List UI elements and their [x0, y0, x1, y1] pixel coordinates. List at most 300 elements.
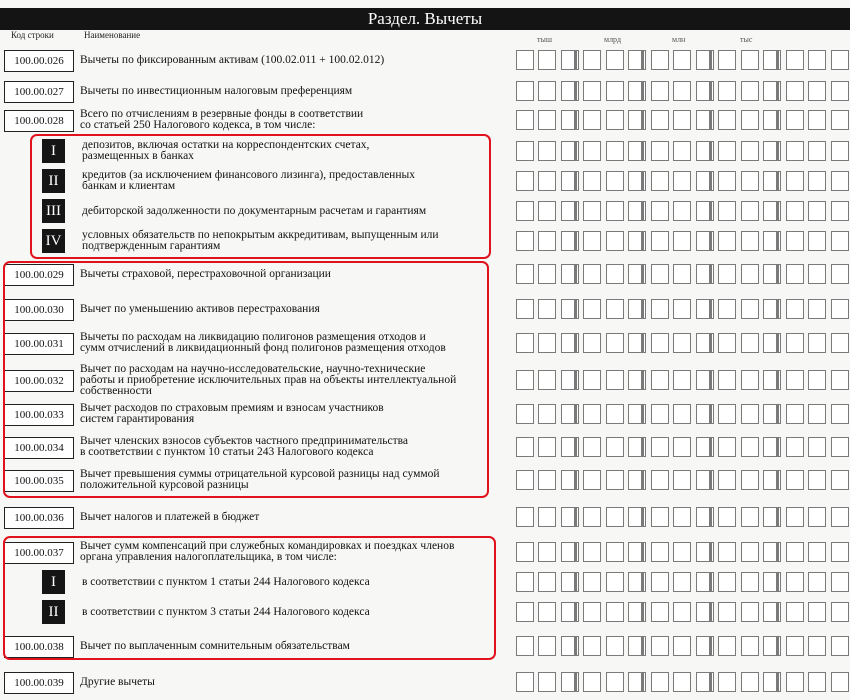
amount-digit-cell[interactable] — [651, 672, 669, 692]
amount-digit-cell[interactable] — [831, 333, 849, 353]
amount-digit-cell[interactable] — [606, 299, 624, 319]
amount-digit-cell[interactable] — [628, 672, 646, 692]
amount-digit-cell[interactable] — [696, 572, 714, 592]
amount-digit-cell[interactable] — [516, 171, 534, 191]
amount-digit-cell[interactable] — [808, 201, 826, 221]
amount-digit-cell[interactable] — [538, 470, 556, 490]
amount-digit-cell[interactable] — [673, 171, 691, 191]
amount-digit-cell[interactable] — [718, 231, 736, 251]
amount-digit-cell[interactable] — [516, 572, 534, 592]
amount-digit-cell[interactable] — [673, 542, 691, 562]
amount-digit-cell[interactable] — [606, 672, 624, 692]
amount-digit-cell[interactable] — [651, 50, 669, 70]
amount-digit-cell[interactable] — [718, 437, 736, 457]
amount-digit-cell[interactable] — [606, 81, 624, 101]
amount-digit-cell[interactable] — [696, 231, 714, 251]
amount-digit-cell[interactable] — [561, 231, 579, 251]
amount-digit-cell[interactable] — [696, 370, 714, 390]
amount-digit-cell[interactable] — [561, 507, 579, 527]
amount-digit-cell[interactable] — [718, 370, 736, 390]
amount-digit-cell[interactable] — [718, 470, 736, 490]
amount-digit-cell[interactable] — [763, 636, 781, 656]
amount-digit-cell[interactable] — [786, 572, 804, 592]
amount-digit-cell[interactable] — [516, 110, 534, 130]
amount-digit-cell[interactable] — [516, 602, 534, 622]
amount-digit-cell[interactable] — [741, 404, 759, 424]
amount-digit-cell[interactable] — [831, 299, 849, 319]
amount-digit-cell[interactable] — [538, 333, 556, 353]
amount-digit-cell[interactable] — [628, 201, 646, 221]
amount-digit-cell[interactable] — [561, 333, 579, 353]
amount-digit-cell[interactable] — [516, 50, 534, 70]
amount-digit-cell[interactable] — [673, 507, 691, 527]
amount-digit-cell[interactable] — [561, 404, 579, 424]
amount-digit-cell[interactable] — [786, 370, 804, 390]
amount-digit-cell[interactable] — [786, 437, 804, 457]
amount-digit-cell[interactable] — [741, 370, 759, 390]
amount-digit-cell[interactable] — [831, 81, 849, 101]
amount-digit-cell[interactable] — [606, 50, 624, 70]
amount-digit-cell[interactable] — [673, 231, 691, 251]
amount-digit-cell[interactable] — [831, 110, 849, 130]
amount-digit-cell[interactable] — [696, 201, 714, 221]
amount-digit-cell[interactable] — [786, 602, 804, 622]
amount-digit-cell[interactable] — [651, 507, 669, 527]
amount-digit-cell[interactable] — [628, 437, 646, 457]
amount-digit-cell[interactable] — [516, 264, 534, 284]
amount-digit-cell[interactable] — [718, 572, 736, 592]
amount-digit-cell[interactable] — [696, 507, 714, 527]
amount-digit-cell[interactable] — [538, 50, 556, 70]
amount-digit-cell[interactable] — [763, 81, 781, 101]
amount-digit-cell[interactable] — [538, 201, 556, 221]
amount-digit-cell[interactable] — [583, 572, 601, 592]
amount-digit-cell[interactable] — [538, 141, 556, 161]
amount-digit-cell[interactable] — [831, 470, 849, 490]
amount-digit-cell[interactable] — [786, 231, 804, 251]
amount-digit-cell[interactable] — [628, 110, 646, 130]
amount-digit-cell[interactable] — [561, 201, 579, 221]
amount-digit-cell[interactable] — [786, 264, 804, 284]
amount-digit-cell[interactable] — [673, 110, 691, 130]
amount-digit-cell[interactable] — [831, 572, 849, 592]
amount-digit-cell[interactable] — [808, 370, 826, 390]
amount-digit-cell[interactable] — [808, 81, 826, 101]
amount-digit-cell[interactable] — [583, 201, 601, 221]
amount-digit-cell[interactable] — [538, 636, 556, 656]
amount-digit-cell[interactable] — [808, 264, 826, 284]
amount-digit-cell[interactable] — [808, 572, 826, 592]
amount-digit-cell[interactable] — [583, 542, 601, 562]
amount-digit-cell[interactable] — [808, 141, 826, 161]
amount-digit-cell[interactable] — [673, 141, 691, 161]
amount-digit-cell[interactable] — [606, 507, 624, 527]
amount-digit-cell[interactable] — [538, 171, 556, 191]
amount-digit-cell[interactable] — [538, 264, 556, 284]
amount-digit-cell[interactable] — [583, 404, 601, 424]
amount-digit-cell[interactable] — [673, 201, 691, 221]
amount-digit-cell[interactable] — [651, 404, 669, 424]
amount-digit-cell[interactable] — [606, 437, 624, 457]
amount-digit-cell[interactable] — [763, 572, 781, 592]
amount-digit-cell[interactable] — [583, 299, 601, 319]
amount-digit-cell[interactable] — [696, 110, 714, 130]
amount-digit-cell[interactable] — [583, 672, 601, 692]
amount-digit-cell[interactable] — [606, 333, 624, 353]
amount-digit-cell[interactable] — [606, 231, 624, 251]
amount-digit-cell[interactable] — [561, 81, 579, 101]
amount-digit-cell[interactable] — [718, 672, 736, 692]
amount-digit-cell[interactable] — [606, 141, 624, 161]
amount-digit-cell[interactable] — [763, 437, 781, 457]
amount-digit-cell[interactable] — [516, 542, 534, 562]
amount-digit-cell[interactable] — [673, 404, 691, 424]
amount-digit-cell[interactable] — [651, 572, 669, 592]
amount-digit-cell[interactable] — [741, 81, 759, 101]
amount-digit-cell[interactable] — [538, 404, 556, 424]
amount-digit-cell[interactable] — [583, 81, 601, 101]
amount-digit-cell[interactable] — [561, 672, 579, 692]
amount-digit-cell[interactable] — [831, 636, 849, 656]
amount-digit-cell[interactable] — [628, 470, 646, 490]
amount-digit-cell[interactable] — [718, 299, 736, 319]
amount-digit-cell[interactable] — [673, 602, 691, 622]
amount-digit-cell[interactable] — [786, 110, 804, 130]
amount-digit-cell[interactable] — [673, 50, 691, 70]
amount-digit-cell[interactable] — [786, 299, 804, 319]
amount-digit-cell[interactable] — [628, 264, 646, 284]
amount-digit-cell[interactable] — [831, 672, 849, 692]
amount-digit-cell[interactable] — [718, 602, 736, 622]
amount-digit-cell[interactable] — [673, 672, 691, 692]
amount-digit-cell[interactable] — [696, 437, 714, 457]
amount-digit-cell[interactable] — [808, 636, 826, 656]
amount-digit-cell[interactable] — [516, 470, 534, 490]
amount-digit-cell[interactable] — [561, 50, 579, 70]
amount-digit-cell[interactable] — [741, 672, 759, 692]
amount-digit-cell[interactable] — [718, 404, 736, 424]
amount-digit-cell[interactable] — [673, 333, 691, 353]
amount-digit-cell[interactable] — [606, 201, 624, 221]
amount-digit-cell[interactable] — [673, 636, 691, 656]
amount-digit-cell[interactable] — [696, 299, 714, 319]
amount-digit-cell[interactable] — [538, 602, 556, 622]
amount-digit-cell[interactable] — [561, 171, 579, 191]
amount-digit-cell[interactable] — [583, 636, 601, 656]
amount-digit-cell[interactable] — [516, 437, 534, 457]
amount-digit-cell[interactable] — [808, 507, 826, 527]
amount-digit-cell[interactable] — [516, 333, 534, 353]
amount-digit-cell[interactable] — [741, 602, 759, 622]
amount-digit-cell[interactable] — [628, 231, 646, 251]
amount-digit-cell[interactable] — [628, 299, 646, 319]
amount-digit-cell[interactable] — [516, 507, 534, 527]
amount-digit-cell[interactable] — [628, 50, 646, 70]
amount-digit-cell[interactable] — [628, 572, 646, 592]
amount-digit-cell[interactable] — [651, 231, 669, 251]
amount-digit-cell[interactable] — [651, 81, 669, 101]
amount-digit-cell[interactable] — [786, 672, 804, 692]
amount-digit-cell[interactable] — [561, 370, 579, 390]
amount-digit-cell[interactable] — [831, 50, 849, 70]
amount-digit-cell[interactable] — [561, 110, 579, 130]
amount-digit-cell[interactable] — [718, 141, 736, 161]
amount-digit-cell[interactable] — [651, 636, 669, 656]
amount-digit-cell[interactable] — [516, 636, 534, 656]
amount-digit-cell[interactable] — [583, 50, 601, 70]
amount-digit-cell[interactable] — [808, 299, 826, 319]
amount-digit-cell[interactable] — [763, 231, 781, 251]
amount-digit-cell[interactable] — [516, 201, 534, 221]
amount-digit-cell[interactable] — [808, 602, 826, 622]
amount-digit-cell[interactable] — [831, 171, 849, 191]
amount-digit-cell[interactable] — [786, 542, 804, 562]
amount-digit-cell[interactable] — [763, 507, 781, 527]
amount-digit-cell[interactable] — [696, 81, 714, 101]
amount-digit-cell[interactable] — [561, 470, 579, 490]
amount-digit-cell[interactable] — [516, 231, 534, 251]
amount-digit-cell[interactable] — [831, 370, 849, 390]
amount-digit-cell[interactable] — [808, 171, 826, 191]
amount-digit-cell[interactable] — [651, 141, 669, 161]
amount-digit-cell[interactable] — [673, 264, 691, 284]
amount-digit-cell[interactable] — [718, 264, 736, 284]
amount-digit-cell[interactable] — [538, 542, 556, 562]
amount-digit-cell[interactable] — [786, 507, 804, 527]
amount-digit-cell[interactable] — [673, 370, 691, 390]
amount-digit-cell[interactable] — [651, 201, 669, 221]
amount-digit-cell[interactable] — [538, 110, 556, 130]
amount-digit-cell[interactable] — [583, 333, 601, 353]
amount-digit-cell[interactable] — [651, 470, 669, 490]
amount-digit-cell[interactable] — [538, 507, 556, 527]
amount-digit-cell[interactable] — [583, 370, 601, 390]
amount-digit-cell[interactable] — [718, 81, 736, 101]
amount-digit-cell[interactable] — [538, 81, 556, 101]
amount-digit-cell[interactable] — [606, 636, 624, 656]
amount-digit-cell[interactable] — [763, 602, 781, 622]
amount-digit-cell[interactable] — [763, 672, 781, 692]
amount-digit-cell[interactable] — [741, 507, 759, 527]
amount-digit-cell[interactable] — [831, 542, 849, 562]
amount-digit-cell[interactable] — [741, 299, 759, 319]
amount-digit-cell[interactable] — [628, 602, 646, 622]
amount-digit-cell[interactable] — [628, 141, 646, 161]
amount-digit-cell[interactable] — [651, 110, 669, 130]
amount-digit-cell[interactable] — [831, 437, 849, 457]
amount-digit-cell[interactable] — [583, 507, 601, 527]
amount-digit-cell[interactable] — [786, 81, 804, 101]
amount-digit-cell[interactable] — [763, 141, 781, 161]
amount-digit-cell[interactable] — [763, 404, 781, 424]
amount-digit-cell[interactable] — [763, 201, 781, 221]
amount-digit-cell[interactable] — [516, 299, 534, 319]
amount-digit-cell[interactable] — [696, 171, 714, 191]
amount-digit-cell[interactable] — [628, 171, 646, 191]
amount-digit-cell[interactable] — [516, 81, 534, 101]
amount-digit-cell[interactable] — [628, 507, 646, 527]
amount-digit-cell[interactable] — [516, 370, 534, 390]
amount-digit-cell[interactable] — [718, 542, 736, 562]
amount-digit-cell[interactable] — [561, 602, 579, 622]
amount-digit-cell[interactable] — [741, 572, 759, 592]
amount-digit-cell[interactable] — [718, 201, 736, 221]
amount-digit-cell[interactable] — [763, 171, 781, 191]
amount-digit-cell[interactable] — [831, 201, 849, 221]
amount-digit-cell[interactable] — [583, 602, 601, 622]
amount-digit-cell[interactable] — [561, 542, 579, 562]
amount-digit-cell[interactable] — [808, 333, 826, 353]
amount-digit-cell[interactable] — [831, 507, 849, 527]
amount-digit-cell[interactable] — [538, 672, 556, 692]
amount-digit-cell[interactable] — [741, 542, 759, 562]
amount-digit-cell[interactable] — [606, 404, 624, 424]
amount-digit-cell[interactable] — [651, 370, 669, 390]
amount-digit-cell[interactable] — [718, 50, 736, 70]
amount-digit-cell[interactable] — [741, 264, 759, 284]
amount-digit-cell[interactable] — [786, 171, 804, 191]
amount-digit-cell[interactable] — [718, 636, 736, 656]
amount-digit-cell[interactable] — [808, 50, 826, 70]
amount-digit-cell[interactable] — [786, 333, 804, 353]
amount-digit-cell[interactable] — [516, 404, 534, 424]
amount-digit-cell[interactable] — [673, 437, 691, 457]
amount-digit-cell[interactable] — [808, 542, 826, 562]
amount-digit-cell[interactable] — [763, 333, 781, 353]
amount-digit-cell[interactable] — [628, 636, 646, 656]
amount-digit-cell[interactable] — [763, 299, 781, 319]
amount-digit-cell[interactable] — [696, 141, 714, 161]
amount-digit-cell[interactable] — [673, 81, 691, 101]
amount-digit-cell[interactable] — [606, 542, 624, 562]
amount-digit-cell[interactable] — [561, 141, 579, 161]
amount-digit-cell[interactable] — [741, 141, 759, 161]
amount-digit-cell[interactable] — [561, 299, 579, 319]
amount-digit-cell[interactable] — [628, 370, 646, 390]
amount-digit-cell[interactable] — [606, 110, 624, 130]
amount-digit-cell[interactable] — [741, 201, 759, 221]
amount-digit-cell[interactable] — [651, 437, 669, 457]
amount-digit-cell[interactable] — [673, 572, 691, 592]
amount-digit-cell[interactable] — [583, 231, 601, 251]
amount-digit-cell[interactable] — [561, 636, 579, 656]
amount-digit-cell[interactable] — [651, 602, 669, 622]
amount-digit-cell[interactable] — [583, 437, 601, 457]
amount-digit-cell[interactable] — [831, 404, 849, 424]
amount-digit-cell[interactable] — [786, 141, 804, 161]
amount-digit-cell[interactable] — [628, 404, 646, 424]
amount-digit-cell[interactable] — [741, 470, 759, 490]
amount-digit-cell[interactable] — [741, 636, 759, 656]
amount-digit-cell[interactable] — [696, 470, 714, 490]
amount-digit-cell[interactable] — [808, 110, 826, 130]
amount-digit-cell[interactable] — [831, 231, 849, 251]
amount-digit-cell[interactable] — [651, 333, 669, 353]
amount-digit-cell[interactable] — [538, 572, 556, 592]
amount-digit-cell[interactable] — [786, 50, 804, 70]
amount-digit-cell[interactable] — [606, 602, 624, 622]
amount-digit-cell[interactable] — [831, 602, 849, 622]
amount-digit-cell[interactable] — [673, 470, 691, 490]
amount-digit-cell[interactable] — [808, 437, 826, 457]
amount-digit-cell[interactable] — [696, 602, 714, 622]
amount-digit-cell[interactable] — [606, 572, 624, 592]
amount-digit-cell[interactable] — [696, 542, 714, 562]
amount-digit-cell[interactable] — [583, 141, 601, 161]
amount-digit-cell[interactable] — [831, 141, 849, 161]
amount-digit-cell[interactable] — [651, 264, 669, 284]
amount-digit-cell[interactable] — [718, 171, 736, 191]
amount-digit-cell[interactable] — [741, 110, 759, 130]
amount-digit-cell[interactable] — [583, 110, 601, 130]
amount-digit-cell[interactable] — [741, 231, 759, 251]
amount-digit-cell[interactable] — [741, 50, 759, 70]
amount-digit-cell[interactable] — [831, 264, 849, 284]
amount-digit-cell[interactable] — [628, 542, 646, 562]
amount-digit-cell[interactable] — [718, 110, 736, 130]
amount-digit-cell[interactable] — [606, 470, 624, 490]
amount-digit-cell[interactable] — [696, 404, 714, 424]
amount-digit-cell[interactable] — [606, 264, 624, 284]
amount-digit-cell[interactable] — [786, 201, 804, 221]
amount-digit-cell[interactable] — [628, 81, 646, 101]
amount-digit-cell[interactable] — [763, 370, 781, 390]
amount-digit-cell[interactable] — [808, 672, 826, 692]
amount-digit-cell[interactable] — [651, 171, 669, 191]
amount-digit-cell[interactable] — [786, 470, 804, 490]
amount-digit-cell[interactable] — [583, 470, 601, 490]
amount-digit-cell[interactable] — [561, 572, 579, 592]
amount-digit-cell[interactable] — [606, 171, 624, 191]
amount-digit-cell[interactable] — [786, 404, 804, 424]
amount-digit-cell[interactable] — [741, 171, 759, 191]
amount-digit-cell[interactable] — [808, 404, 826, 424]
amount-digit-cell[interactable] — [763, 470, 781, 490]
amount-digit-cell[interactable] — [538, 299, 556, 319]
amount-digit-cell[interactable] — [763, 110, 781, 130]
amount-digit-cell[interactable] — [741, 333, 759, 353]
amount-digit-cell[interactable] — [786, 636, 804, 656]
amount-digit-cell[interactable] — [718, 507, 736, 527]
amount-digit-cell[interactable] — [516, 672, 534, 692]
amount-digit-cell[interactable] — [696, 672, 714, 692]
amount-digit-cell[interactable] — [651, 299, 669, 319]
amount-digit-cell[interactable] — [561, 264, 579, 284]
amount-digit-cell[interactable] — [561, 437, 579, 457]
amount-digit-cell[interactable] — [628, 333, 646, 353]
amount-digit-cell[interactable] — [763, 542, 781, 562]
amount-digit-cell[interactable] — [808, 470, 826, 490]
amount-digit-cell[interactable] — [651, 542, 669, 562]
amount-digit-cell[interactable] — [538, 231, 556, 251]
amount-digit-cell[interactable] — [696, 636, 714, 656]
amount-digit-cell[interactable] — [696, 50, 714, 70]
amount-digit-cell[interactable] — [583, 171, 601, 191]
amount-digit-cell[interactable] — [516, 141, 534, 161]
amount-digit-cell[interactable] — [538, 437, 556, 457]
amount-digit-cell[interactable] — [763, 50, 781, 70]
amount-digit-cell[interactable] — [606, 370, 624, 390]
amount-digit-cell[interactable] — [763, 264, 781, 284]
amount-digit-cell[interactable] — [673, 299, 691, 319]
amount-digit-cell[interactable] — [741, 437, 759, 457]
amount-digit-cell[interactable] — [538, 370, 556, 390]
amount-digit-cell[interactable] — [583, 264, 601, 284]
amount-digit-cell[interactable] — [808, 231, 826, 251]
amount-digit-cell[interactable] — [696, 333, 714, 353]
amount-digit-cell[interactable] — [696, 264, 714, 284]
amount-digit-cell[interactable] — [718, 333, 736, 353]
